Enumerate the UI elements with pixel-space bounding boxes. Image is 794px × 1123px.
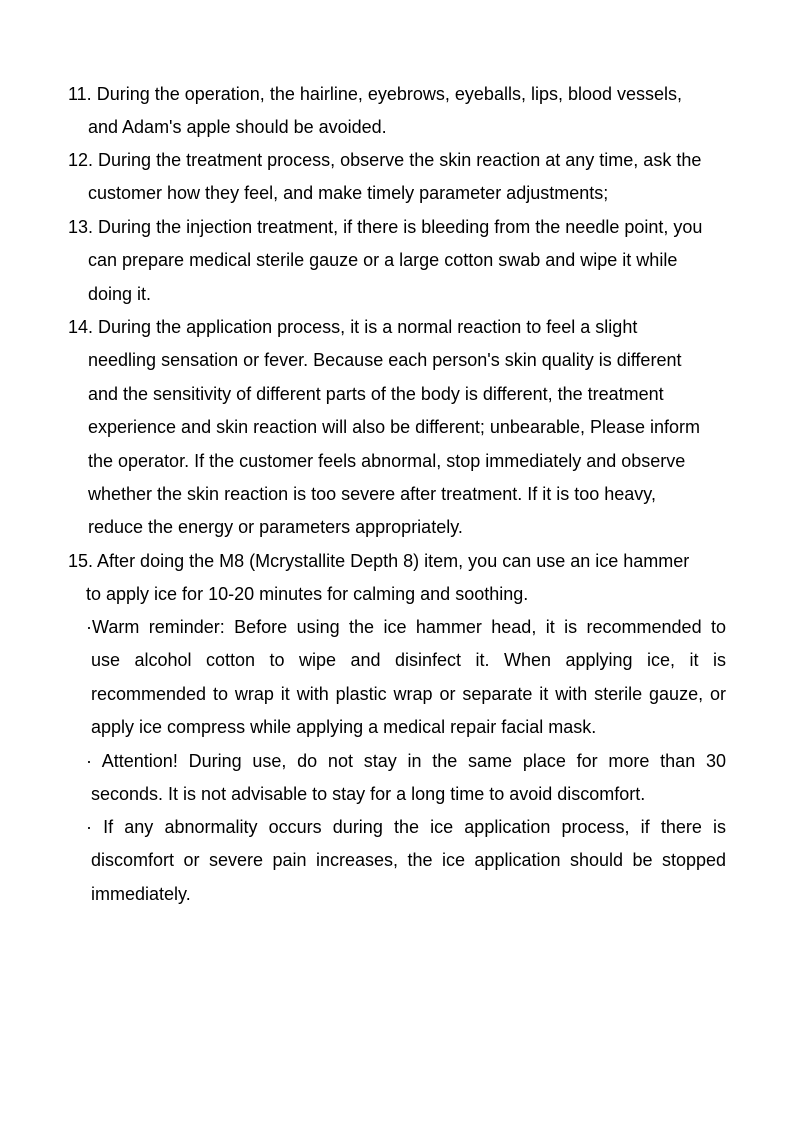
note-line: use alcohol cotton to wipe and disinfect it. When applying ice, it is xyxy=(91,650,726,671)
list-item-14 xyxy=(68,311,728,545)
note-line: · If any abnormality occurs during the ice application process, if there is xyxy=(86,817,726,837)
note-line: seconds. It is not advisable to stay for a long time to avoid discomfort. xyxy=(91,784,646,805)
list-item-11 xyxy=(68,78,728,145)
list-item-line: experience and skin reaction will also be different; unbearable, Please inform xyxy=(88,417,701,438)
item-number: 14. xyxy=(68,317,94,337)
item-number: 11. xyxy=(68,84,92,104)
note-line: · Attention! During use, do not stay in the same place for more than 30 xyxy=(86,751,726,771)
list-item-line: needling sensation or fever. Because each person's skin quality is different xyxy=(88,350,682,371)
list-item-line: the operator. If the customer feels abnormal, stop immediately and observe xyxy=(88,450,686,471)
list-item-line: 13. During the injection treatment, if there is bleeding from the needle point, you xyxy=(68,217,703,237)
list-item-line: 14. During the application process, it is a normal reaction to feel a slight xyxy=(68,317,638,337)
list-item-15 xyxy=(68,545,728,612)
list-item-line: 12. During the treatment process, observe the skin reaction at any time, ask the xyxy=(68,150,702,170)
list-item-line: whether the skin reaction is too severe after treatment. If it is too heavy, xyxy=(88,484,656,505)
list-item-line: can prepare medical sterile gauze or a large cotton swab and wipe it while xyxy=(88,250,678,271)
note-abnormality xyxy=(86,811,726,911)
list-item-line: 15. After doing the M8 (Mcrystallite Depth 8) item, you can use an ice hammer xyxy=(68,551,690,571)
list-item-line: and Adam's apple should be avoided. xyxy=(88,117,387,138)
list-item-line: customer how they feel, and make timely parameter adjustments; xyxy=(88,183,609,204)
note-warm-reminder xyxy=(86,611,726,745)
list-item-line: reduce the energy or parameters appropriately. xyxy=(88,517,463,538)
list-item-line: to apply ice for 10-20 minutes for calming and soothing. xyxy=(86,584,529,605)
list-item-line: and the sensitivity of different parts of the body is different, the treatment xyxy=(88,383,664,404)
list-item-line: 11. During the operation, the hairline, eyebrows, eyeballs, lips, blood vessels, xyxy=(68,84,683,104)
item-number: 12. xyxy=(68,150,94,170)
note-line: recommended to wrap it with plastic wrap or separate it with sterile gauze, or xyxy=(91,683,726,704)
note-line: discomfort or severe pain increases, the ice application should be stopped xyxy=(91,850,726,871)
note-attention xyxy=(86,745,726,812)
note-line: ·Warm reminder: Before using the ice hammer head, it is recommended to xyxy=(86,617,726,637)
note-line: immediately. xyxy=(91,883,191,904)
item-number: 15. xyxy=(68,551,94,571)
item-number: 13. xyxy=(68,217,94,237)
list-item-line: doing it. xyxy=(88,283,152,304)
list-item-12 xyxy=(68,144,728,211)
list-item-13 xyxy=(68,211,728,311)
note-line: apply ice compress while applying a medical repair facial mask. xyxy=(91,717,597,738)
